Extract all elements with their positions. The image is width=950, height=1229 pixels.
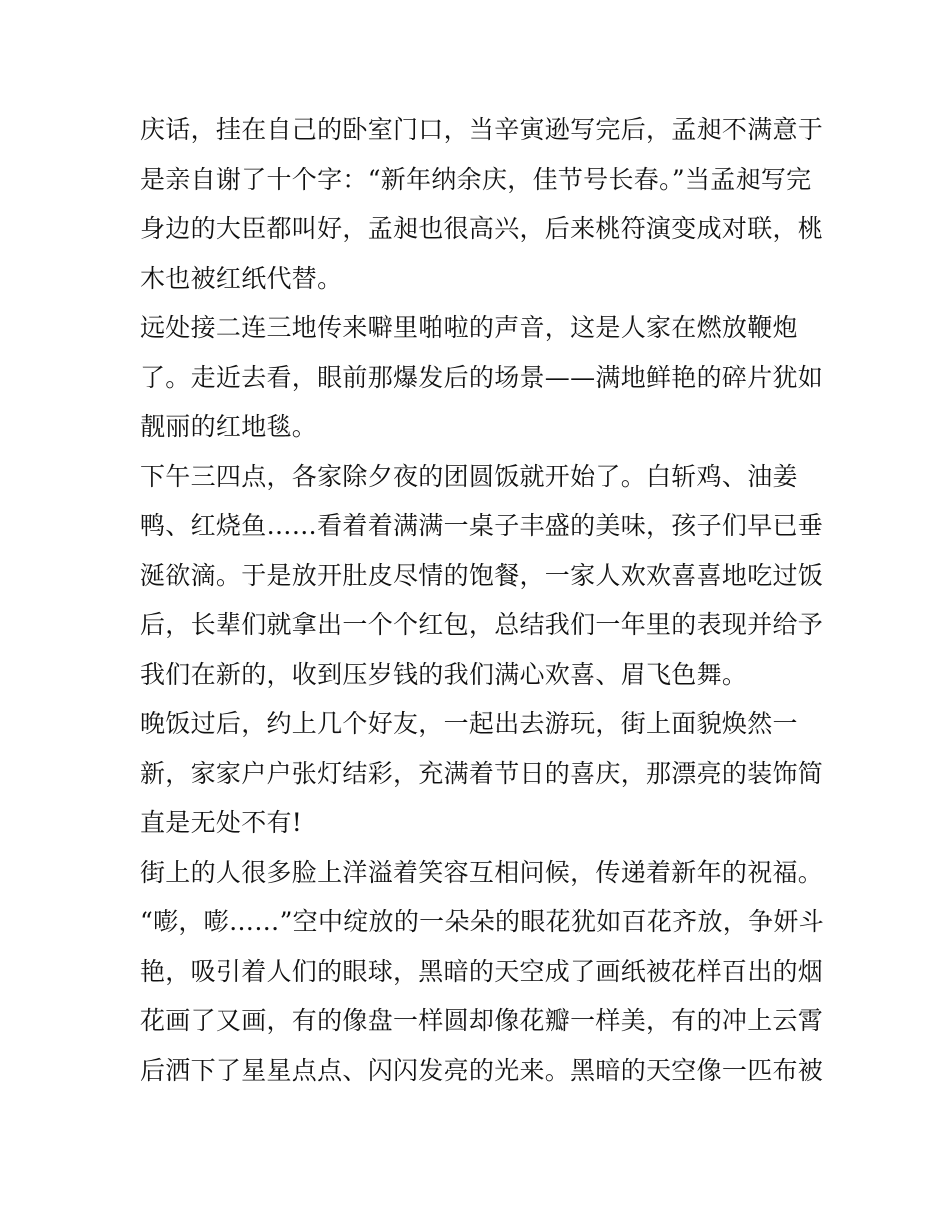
text-line: 直是无处不有! — [140, 808, 303, 837]
text-line: “嘭，嘭……”空中绽放的一朵朵的眼花犹如百花齐放，争妍斗 — [140, 907, 824, 936]
text-line: 涎欲滴。于是放开肚皮尽情的饱餐，一家人欢欢喜喜地吃过饭 — [140, 560, 824, 590]
text-line: 远处接二连三地传来噼里啪啦的声音，这是人家在燃放鞭炮 — [140, 313, 798, 342]
text-line: 艳，吸引着人们的眼球，黑暗的天空成了画纸被花样百出的烟 — [140, 956, 824, 986]
text-line: 了。走近去看，眼前那爆发后的场景——满地鲜艳的碎片犹如 — [140, 362, 824, 392]
text-line: 我们在新的，收到压岁钱的我们满心欢喜、眉飞色舞。 — [140, 659, 748, 689]
document-body — [140, 105, 824, 1095]
text-line: 是亲自谢了十个字：“新年纳余庆，佳节号长春。”当孟昶写完 — [140, 164, 812, 194]
text-line: 花画了又画，有的像盘一样圆却像花瓣一样美，有的冲上云霄 — [140, 1006, 824, 1035]
text-line: 后，长辈们就拿出一个个红包，总结我们一年里的表现并给予 — [140, 610, 824, 639]
text-line: 身边的大臣都叫好，孟昶也很高兴，后来桃符演变成对联，桃 — [140, 214, 824, 243]
text-line: 庆话，挂在自己的卧室门口，当辛寅逊写完后，孟昶不满意于 — [140, 115, 824, 144]
text-line: 街上的人很多脸上洋溢着笑容互相问候，传递着新年的祝福。 — [140, 857, 824, 887]
text-line: 靓丽的红地毯。 — [140, 412, 318, 441]
text-line: 后洒下了星星点点、闪闪发亮的光来。黑暗的天空像一匹布被 — [140, 1055, 824, 1085]
text-line: 新，家家户户张灯结彩，充满着节日的喜庆，那漂亮的装饰简 — [140, 758, 824, 788]
text-line: 鸭、红烧鱼……看着着满满一桌子丰盛的美味，孩子们早已垂 — [140, 511, 824, 540]
text-line: 下午三四点，各家除夕夜的团圆饭就开始了。白斩鸡、油姜 — [140, 461, 798, 491]
text-line: 晚饭过后，约上几个好友，一起出去游玩，街上面貌焕然一 — [140, 709, 798, 738]
text-line: 木也被红纸代替。 — [140, 263, 343, 293]
